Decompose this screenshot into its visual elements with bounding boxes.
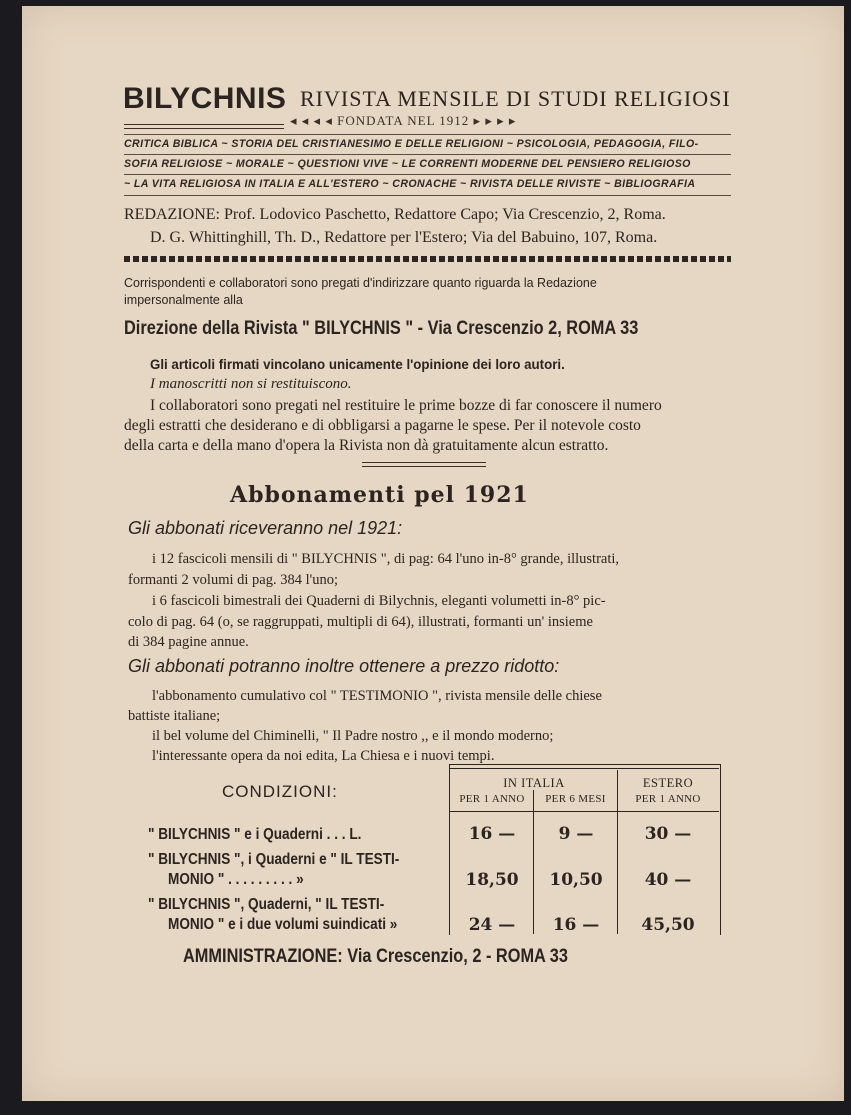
section-divider [362, 462, 486, 467]
table-rule [449, 768, 719, 769]
table-column-rule [533, 790, 534, 934]
price-italia-6mesi: 9 — [558, 824, 594, 844]
amministrazione-address: AMMINISTRAZIONE: Via Crescenzio, 2 - ROMA 33 [183, 946, 568, 967]
abbonamenti-para1-line: colo di pag. 64 (o, se raggruppati, multipli di 64), illustrati, formanti un' insieme [128, 614, 593, 630]
subheader-italia-anno: PER 1 ANNO [459, 793, 525, 805]
abbonamenti-para2-line: battiste italiane; [128, 708, 221, 724]
price-estero: 45,50 [641, 915, 695, 935]
topics-rule [124, 134, 731, 135]
condizioni-row-label: " BILYCHNIS ", Quaderni, " IL TESTI- [148, 896, 385, 913]
price-italia-anno: 18,50 [465, 870, 519, 890]
subheader-italia-6mesi: PER 6 MESI [545, 793, 606, 805]
masthead-rule [124, 128, 284, 129]
notice-line-1: Corrispondenti e collaboratori sono pregati d'indirizzare quanto riguarda la Redazione [124, 276, 597, 290]
abbonamenti-para1-line: i 12 fascicoli mensili di " BILYCHNIS ", di pag: 64 l'uno in-8° grande, illustrati, [152, 551, 620, 567]
masthead-rule [124, 124, 284, 125]
abbonamenti-para1-line: di 384 pagine annue. [128, 634, 249, 650]
bozze-line-2: degli estratti che desiderano e di obbligarsi a pagarne le spese. Per il notevole costo [124, 417, 641, 434]
table-column-rule [617, 770, 618, 934]
condizioni-row-label: MONIO " e i due volumi suindicati » [168, 916, 398, 933]
abbonamenti-title: Abbonamenti pel 1921 [230, 482, 529, 508]
direzione-address: Direzione della Rivista " BILYCHNIS " - Via Crescenzio 2, ROMA 33 [124, 318, 639, 339]
subheader-estero-anno: PER 1 ANNO [635, 793, 701, 805]
bozze-line-1: I collaboratori sono pregati nel restituire le prime bozze di far conoscere il numero [150, 397, 662, 414]
table-rule [449, 811, 719, 812]
price-estero: 40 — [644, 870, 692, 890]
price-italia-6mesi: 10,50 [549, 870, 603, 890]
masthead-founded: ◂ ◂ ◂ ◂ FONDATA NEL 1912 ▸ ▸ ▸ ▸ [290, 113, 517, 128]
topics-rule [124, 174, 731, 175]
bozze-line-3: della carta e della mano d'opera la Rivista non dà gratuitamente alcun estratto. [124, 437, 609, 454]
topics-line-2: SOFIA RELIGIOSE ~ MORALE ~ QUESTIONI VIVE ~ LE CORRENTI MODERNE DEL PENSIERO RELIGIOSO [124, 158, 691, 170]
topics-rule [124, 154, 731, 155]
condizioni-row-label: " BILYCHNIS ", i Quaderni e " IL TESTI- [148, 851, 400, 868]
abbonamenti-para1-line: formanti 2 volumi di pag. 384 l'uno; [128, 572, 339, 588]
price-italia-anno: 16 — [468, 824, 516, 844]
condizioni-title: CONDIZIONI: [222, 782, 338, 801]
manoscritti-note: I manoscritti non si restituiscono. [150, 376, 352, 392]
abbonamenti-para1-line: i 6 fascicoli bimestrali dei Quaderni di Bilychnis, eleganti volumetti in-8° pic- [152, 593, 606, 609]
abbonamenti-heading-1: Gli abbonati riceveranno nel 1921: [128, 518, 403, 538]
masthead-subtitle: RIVISTA MENSILE DI STUDI RELIGIOSI [300, 86, 731, 111]
header-estero: ESTERO [642, 776, 694, 790]
dotted-divider [124, 256, 731, 262]
abbonamenti-heading-2: Gli abbonati potranno inoltre ottenere a prezzo ridotto: [128, 656, 560, 676]
masthead-title: BILYCHNIS [123, 82, 287, 115]
topics-line-1: CRITICA BIBLICA ~ STORIA DEL CRISTIANESIMO E DELLE RELIGIONI ~ PSICOLOGIA, PEDAGOGIA, FILO- [124, 138, 699, 150]
redazione-line-2: D. G. Whittinghill, Th. D., Redattore per l'Estero; Via del Babuino, 107, Roma. [150, 229, 658, 246]
redazione-line-1: REDAZIONE: Prof. Lodovico Paschetto, Redattore Capo; Via Crescenzio, 2, Roma. [124, 206, 666, 223]
price-italia-6mesi: 16 — [552, 915, 600, 935]
price-italia-anno: 24 — [468, 915, 516, 935]
abbonamenti-para2-line: l'abbonamento cumulativo col " TESTIMONIO ", rivista mensile delle chiese [152, 688, 602, 704]
condizioni-row-label: MONIO " . . . . . . . . . » [168, 871, 304, 888]
articoli-note: Gli articoli firmati vincolano unicamente l'opinione dei loro autori. [150, 356, 565, 372]
abbonamenti-para2-line: l'interessante opera da noi edita, La Chiesa e i nuovi tempi. [152, 748, 495, 764]
topics-rule [124, 195, 731, 196]
price-estero: 30 — [644, 824, 692, 844]
abbonamenti-para2-line: il bel volume del Chiminelli, " Il Padre nostro ,, e il mondo moderno; [152, 728, 554, 744]
header-in-italia: IN ITALIA [503, 776, 565, 790]
condizioni-row-label: " BILYCHNIS " e i Quaderni . . . L. [148, 826, 362, 843]
topics-line-3: ~ LA VITA RELIGIOSA IN ITALIA E ALL'ESTERO ~ CRONACHE ~ RIVISTA DELLE RIVISTE ~ BIBLIOGRAFIA [124, 178, 696, 190]
notice-line-2: impersonalmente alla [124, 293, 243, 307]
